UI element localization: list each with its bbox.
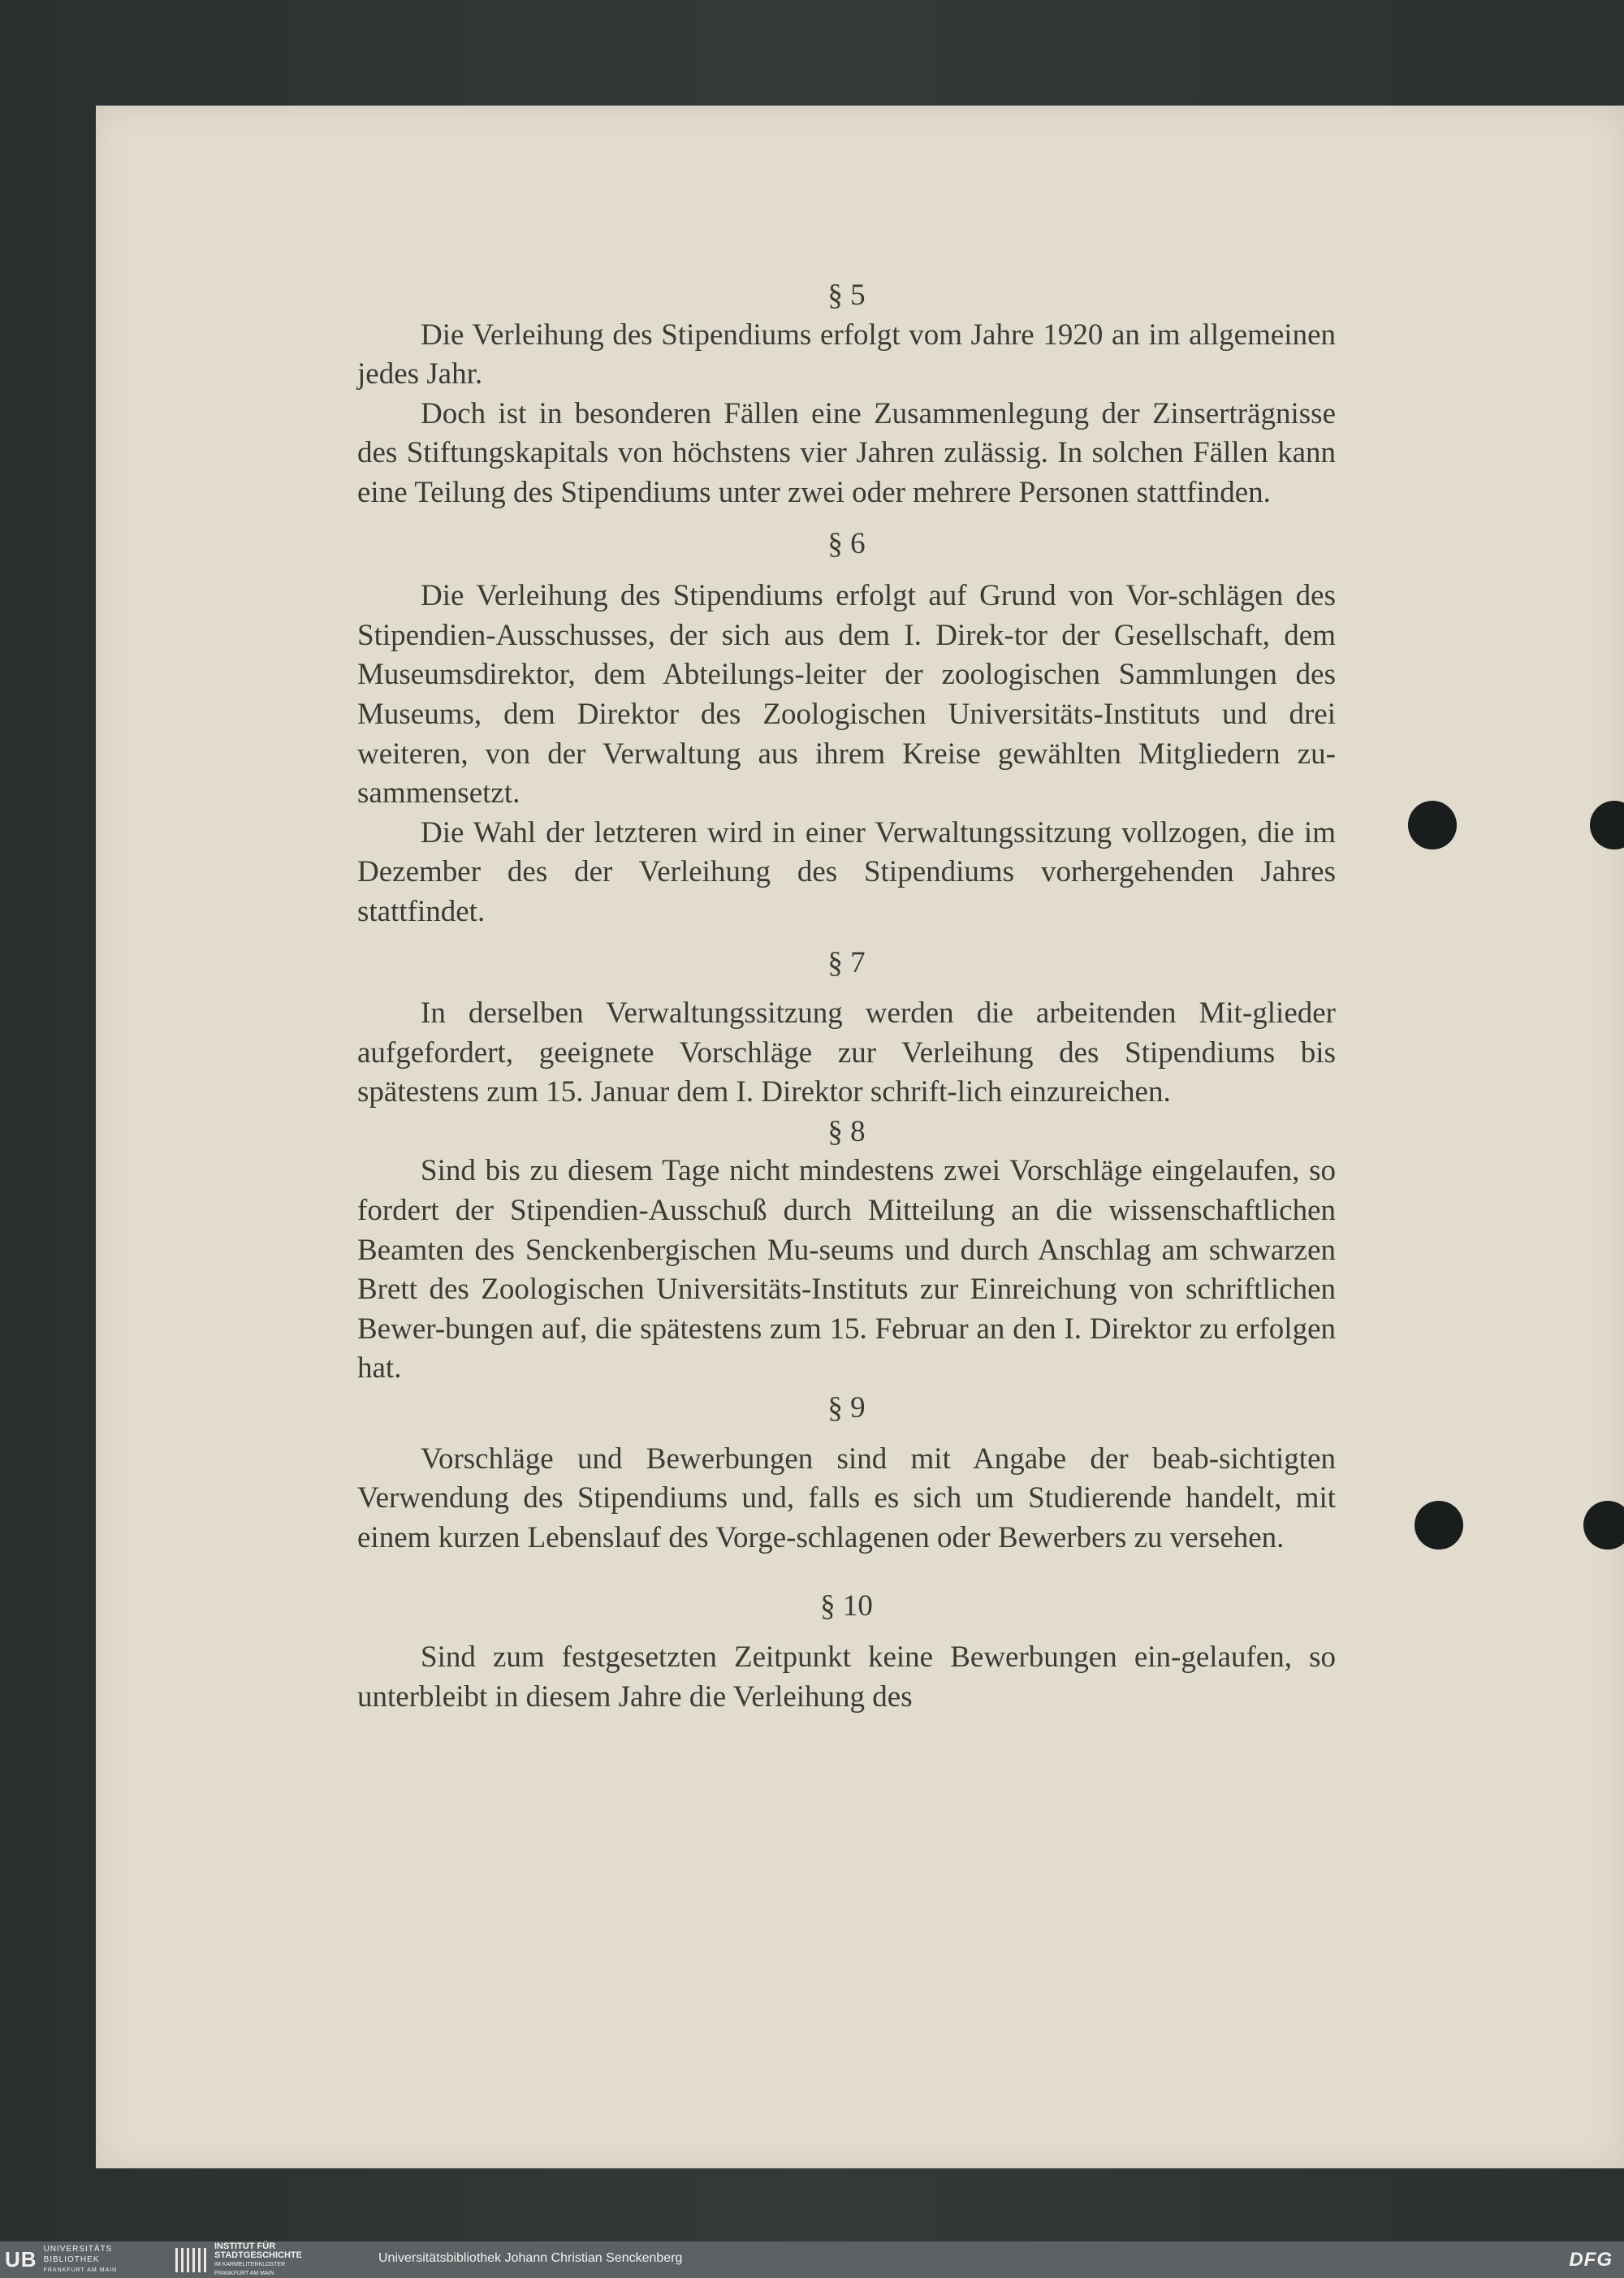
paragraph: Sind zum festgesetzten Zeitpunkt keine Bewerbungen ein-gelaufen, so unterbleibt in diesem Jahre die Verleihung des (357, 1640, 1336, 1714)
paragraph: Doch ist in besonderen Fällen eine Zusammenlegung der Zinserträgnisse des Stiftungskapitals von höchstens vier Jahren zulässig. In solchen Fällen kann eine Teilung des Stipendiums unter zwei oder mehrere Personen stattfinden. (357, 396, 1336, 509)
section-heading: § 10 (820, 1589, 873, 1623)
ub-logo-line: UNIVERSITÄTS (43, 2245, 113, 2254)
viewer-footer-bar (0, 2241, 1624, 2278)
paragraph: Vorschläge und Bewerbungen sind mit Angabe der beab-sichtigten Verwendung des Stipendiums und, falls es sich um Studierende handelt, mit einem kurzen Lebenslauf des Vorge-schlagenen oder Bewerbers zu versehen. (357, 1442, 1336, 1554)
ub-logo-mark: UB (5, 2247, 37, 2272)
punch-hole-upper-left (1408, 801, 1457, 849)
section-5 (357, 276, 1336, 513)
institute-logo-line: STADTGESCHICHTE (214, 2250, 302, 2260)
institute-logo-icon (175, 2248, 208, 2272)
library-name[interactable]: Universitätsbibliothek Johann Christian Senckenberg (378, 2251, 683, 2265)
ub-logo-line: FRANKFURT AM MAIN (43, 2267, 118, 2273)
institute-logo-line: FRANKFURT AM MAIN (214, 2270, 274, 2276)
paragraph: Sind bis zu diesem Tage nicht mindestens zwei Vorschläge eingelaufen, so fordert der Stipendien-Ausschuß durch Mitteilung an die wissenschaftlichen Beamten des Senckenbergischen Mu-seums und durch Anschlag am schwarzen Brett des Zoologischen Universitäts-Instituts zur Einreichung von schriftlichen Bewer-bungen auf, die spätestens zum 15. Februar an den I. Direktor zu erfolgen hat. (357, 1154, 1336, 1385)
section-heading: § 9 (827, 1391, 866, 1425)
section-6 (357, 525, 1336, 932)
institute-logo-line: INSTITUT FÜR (214, 2241, 276, 2251)
section-heading: § 6 (827, 526, 866, 560)
paragraph: In derselben Verwaltungssitzung werden die arbeitenden Mit-glieder aufgefordert, geeignete Vorschläge zur Verleihung des Stipendiums bis spätestens zum 15. Januar dem I. Direktor schrift-lich einzureichen. (357, 996, 1336, 1109)
section-heading: § 7 (827, 945, 866, 979)
dfg-logo[interactable]: DFG (1569, 2249, 1613, 2271)
paragraph: Die Verleihung des Stipendiums erfolgt vom Jahre 1920 an im allgemeinen jedes Jahr. (357, 318, 1336, 391)
paragraph: Die Wahl der letzteren wird in einer Verwaltungssitzung vollzogen, die im Dezember des der Verleihung des Stipendiums vorhergehenden Jahres stattfindet. (357, 815, 1336, 928)
section-8 (357, 1113, 1336, 1389)
institute-logo-line: IM KARMELITERKLOSTER (214, 2261, 286, 2267)
ub-logo[interactable] (5, 2246, 117, 2273)
ub-logo-line: BIBLIOTHEK (43, 2255, 100, 2264)
document-text (357, 276, 1336, 1717)
section-heading: § 8 (827, 1114, 866, 1148)
section-7 (357, 944, 1336, 1113)
paragraph: Die Verleihung des Stipendiums erfolgt auf Grund von Vor-schlägen des Stipendien-Ausschusses, der sich aus dem I. Direk-tor der Gesellschaft, dem Museumsdirektor, dem Abteilungs-leiter der zoologischen Sammlungen des Museums, dem Direktor des Zoologischen Universitäts-Instituts und drei weiteren, von der Verwaltung aus ihrem Kreise gewählten Mitgliedern zu-sammensetzt. (357, 579, 1336, 810)
institute-logo[interactable] (175, 2241, 302, 2276)
section-9 (357, 1389, 1336, 1558)
section-10 (357, 1587, 1336, 1717)
section-heading: § 5 (827, 279, 866, 312)
punch-hole-lower-left (1415, 1501, 1463, 1550)
